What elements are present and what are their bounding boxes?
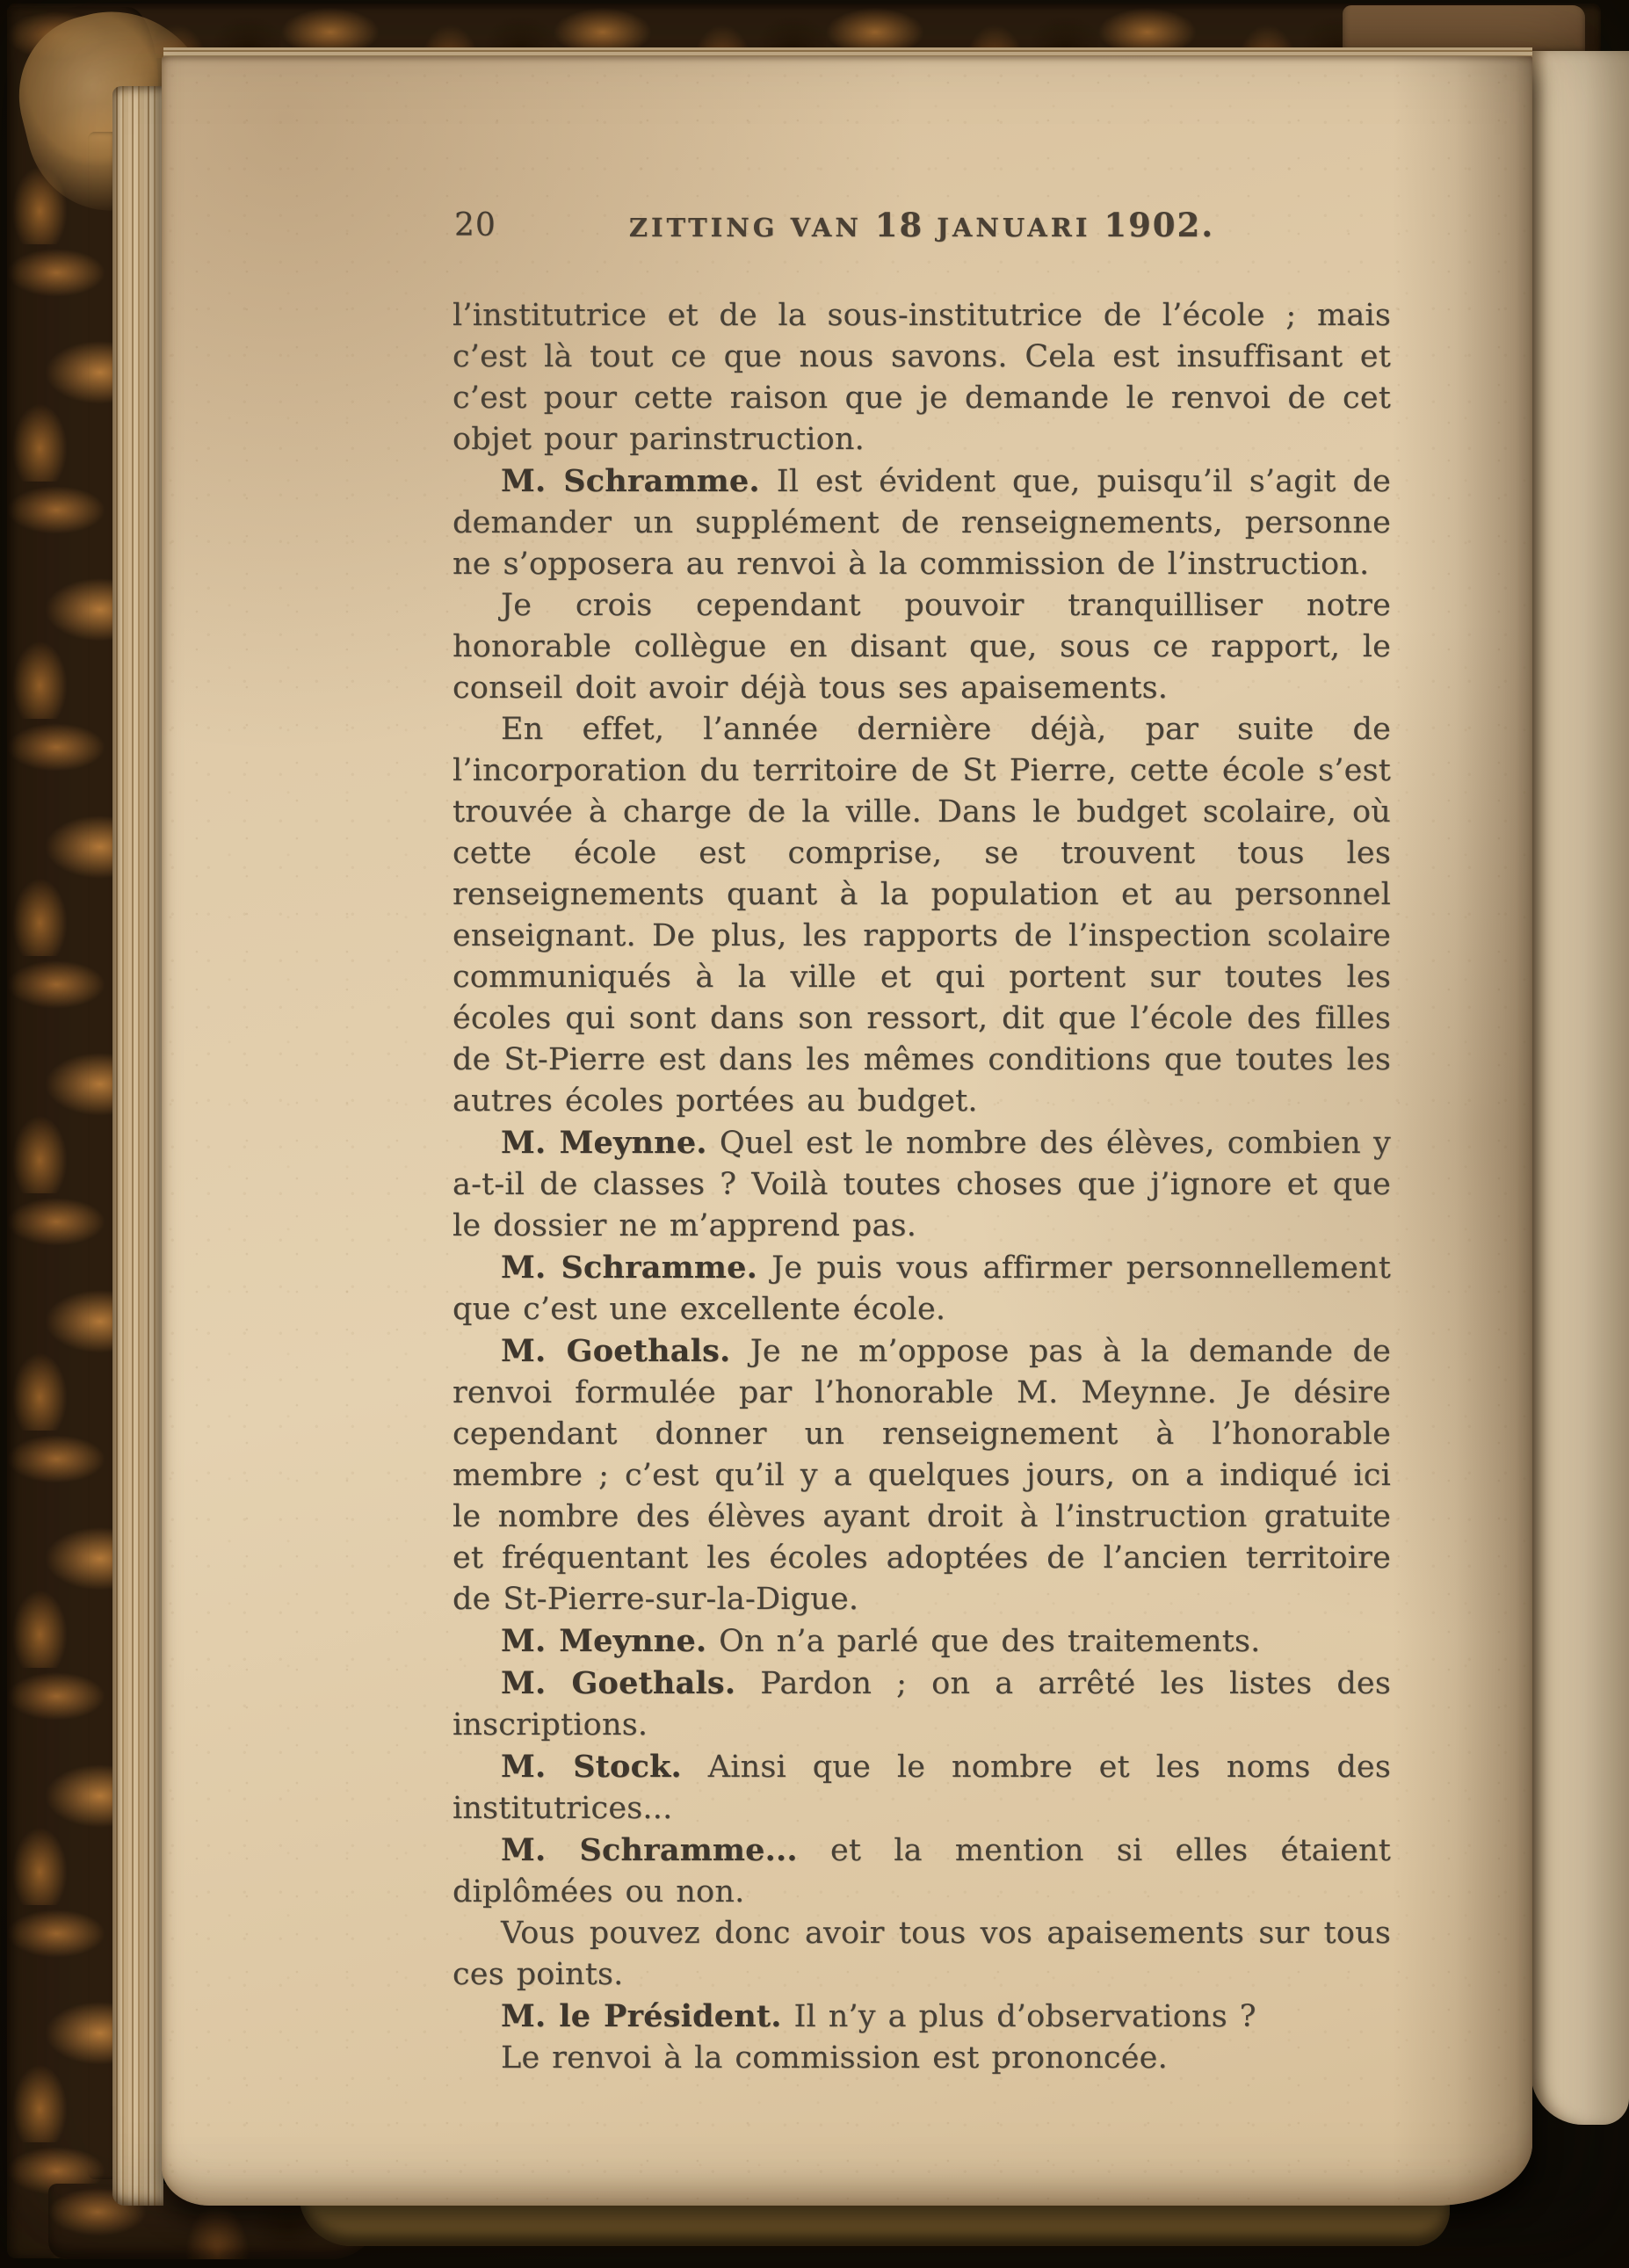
paragraph-text: Ainsi que le nombre et les noms des institutrices...	[452, 1750, 1392, 1826]
header-part: JANUARI	[937, 213, 1091, 243]
paragraph-text: l’institutrice et de la sous-institutrice de l’école ; mais c’est là tout ce que nous savons. Cela est insuffisant et c’est pour cette raison que je demande le renvoi de cet objet pour parinstruction.	[452, 298, 1391, 457]
speaker-name: M. Goethals.	[501, 1665, 736, 1701]
speaker-name: M. Stock.	[501, 1749, 682, 1785]
adjacent-page	[1531, 51, 1629, 2125]
speaker-name: M. Goethals.	[501, 1333, 731, 1369]
text-block	[452, 295, 1391, 2079]
paragraph-text: Vous pouvez donc avoir tous vos apaisements sur tous ces points.	[452, 1916, 1391, 1992]
paragraph	[452, 1247, 1391, 1330]
paragraph	[452, 1913, 1391, 1996]
header-part: ZITTING VAN	[628, 213, 862, 243]
paragraph-text: Quel est le nombre des élèves, combien y a-t-il de classes ? Voilà toutes choses que j’ignore et que le dossier ne m’apprend pas.	[452, 1126, 1391, 1243]
paragraph	[452, 460, 1391, 585]
running-header	[452, 206, 1391, 244]
page-content	[452, 206, 1391, 2079]
speaker-name: M. Meynne.	[501, 1125, 707, 1161]
speaker-name: M. Schramme...	[501, 1832, 798, 1868]
paragraph-text: Il est évident que, puisqu’il s’agit de demander un supplément de renseignements, personne ne s’opposera au renvoi à la commission de l’instruction.	[452, 464, 1392, 582]
page-number: 20	[454, 207, 496, 243]
paragraph-text: Je puis vous affirmer personnellement que c’est une excellente école.	[452, 1250, 1391, 1327]
paragraph-text: Le renvoi à la commission est prononcée.	[501, 2040, 1168, 2076]
paragraph	[452, 1996, 1391, 2038]
paragraph	[452, 709, 1391, 1122]
book-page	[162, 56, 1532, 2206]
speaker-name: M. le Président.	[501, 1998, 782, 2034]
paragraph	[452, 1330, 1391, 1620]
page-header	[452, 206, 1391, 244]
speaker-name: M. Meynne.	[501, 1623, 707, 1659]
paragraph-text: Je crois cependant pouvoir tranquilliser notre honorable collègue en disant que, sous ce rapport, le conseil doit avoir déjà tous ses apaisements.	[452, 588, 1391, 706]
paragraph-text: En effet, l’année dernière déjà, par suite de l’incorporation du territoire de St Pierre, cette école s’est trouvée à charge de la ville. Dans le budget scolaire, où cette école est comprise, se trouvent tous les renseignements quant à la population et au personnel enseignant. De plus, les rapports de l’inspection scolaire communiqués à la ville et qui portent sur toutes les écoles qui sont dans son ressort, dit que l’école des filles de St-Pierre est dans les mêmes conditions que toutes les autres écoles portées au budget.	[452, 712, 1391, 1119]
paragraph	[452, 1620, 1391, 1663]
speaker-name: M. Schramme.	[501, 463, 760, 499]
paragraph	[452, 1122, 1391, 1247]
paragraph-text: Je ne m’oppose pas à la demande de renvoi formulée par l’honorable M. Meynne. Je désire cependant donner un renseignement à l’honorable membre ; c’est qu’il y a quelques jours, on a indiqué ici le nombre des élèves ayant droit à l’instruction gratuite et fréquentant les écoles adoptées de l’ancien territoire de St-Pierre-sur-la-Digue.	[452, 1334, 1391, 1617]
paragraph	[452, 295, 1391, 460]
paragraph	[452, 585, 1391, 709]
paragraph-text: et la mention si elles étaient diplômées ou non.	[452, 1833, 1391, 1909]
paragraph-text: On n’a parlé que des traitements.	[706, 1624, 1261, 1659]
paragraph	[452, 1830, 1391, 1913]
paragraph	[452, 2038, 1391, 2079]
paragraph	[452, 1663, 1391, 1746]
paragraph	[452, 1746, 1391, 1830]
paragraph-text: Il n’y a plus d’observations ?	[781, 1999, 1256, 2034]
page-fore-edges	[112, 86, 163, 2206]
header-part: 1902.	[1090, 206, 1215, 244]
speaker-name: M. Schramme.	[501, 1250, 757, 1286]
paragraph-text: Pardon ; on a arrêté les listes des inscriptions.	[452, 1666, 1391, 1743]
header-part: 18	[861, 206, 938, 244]
